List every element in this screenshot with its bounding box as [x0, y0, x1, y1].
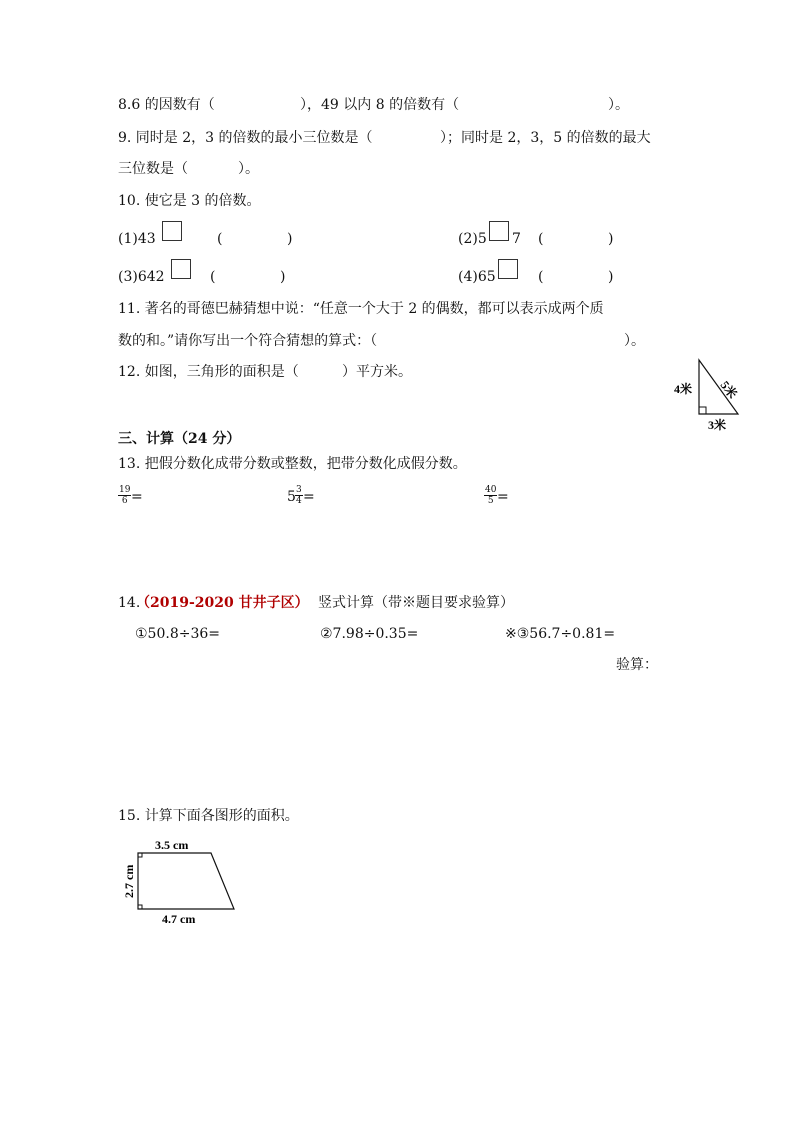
q11-line2-a: 数的和。”请你写出一个符合猜想的算式：（: [118, 333, 378, 349]
q13-item-2-numerator: 3: [296, 485, 302, 495]
q10-title: 10. 使它是 3 的倍数。: [118, 193, 261, 209]
trapezoid-left-label: 2.7 cm: [122, 864, 136, 898]
q9-line1-a: 9. 同时是 2，3 的倍数的最小三位数是（: [118, 130, 373, 146]
q10-item-3-blank-box[interactable]: [171, 259, 191, 279]
q13-item-2-whole: 5: [287, 489, 296, 505]
q10-item-2-paren-open: (: [538, 231, 544, 247]
q8-text-a: 8.6 的因数有（: [118, 97, 215, 113]
q10-item-3-paren-open: (: [210, 269, 216, 285]
trapezoid-bottom-label: 4.7 cm: [162, 912, 196, 926]
q10-item-1-blank-box[interactable]: [162, 221, 182, 241]
q9-line2-b: ）。: [238, 161, 259, 177]
q10-item-4-label: (4)65: [458, 269, 496, 285]
q10-item-1-paren-close: ): [287, 231, 293, 247]
trapezoid-figure: [118, 836, 248, 928]
q11-line2-b: ）。: [624, 333, 645, 349]
q14-item-2: ②7.98÷0.35=: [320, 626, 419, 642]
triangle-bottom-label: 3米: [708, 418, 727, 432]
q14-item-3: ※③56.7÷0.81=: [505, 626, 616, 642]
q10-item-2-paren-close: ): [608, 231, 614, 247]
q10-item-2-label: (2)5: [458, 231, 487, 247]
q10-item-4-blank-box[interactable]: [498, 259, 518, 279]
q10-item-1-paren-open: (: [217, 231, 223, 247]
q13-item-1-fraction: [118, 486, 131, 506]
q10-item-2-blank-box[interactable]: [489, 221, 509, 241]
q13-title: 13. 把假分数化成带分数或整数，把带分数化成假分数。: [118, 456, 467, 472]
q10-item-3-label: (3)642: [118, 269, 165, 285]
trapezoid-top-label: 3.5 cm: [155, 838, 189, 852]
q9-line1-b: ）；同时是 2，3，5 的倍数的最大: [440, 130, 651, 146]
q8-text-b: ），49 以内 8 的倍数有（: [300, 97, 460, 113]
triangle-left-label: 4米: [674, 382, 693, 396]
q13-item-1-equals: =: [131, 489, 143, 505]
q13-item-3-numerator: 40: [485, 485, 497, 495]
q14-check-label: 验算：: [616, 657, 658, 673]
q13-item-2-equals: =: [303, 489, 315, 505]
q12-text-b: ）平方米。: [342, 364, 412, 380]
q10-item-4-paren-open: (: [538, 269, 544, 285]
q14-source-tag: （2019-2020 甘井子区）: [136, 595, 309, 611]
q10-item-2-suffix: 7: [512, 231, 521, 247]
q11-line1: 11. 著名的哥德巴赫猜想中说：“任意一个大于 2 的偶数，都可以表示成两个质: [118, 301, 604, 317]
q10-item-3-paren-close: ): [280, 269, 286, 285]
q14-item-1: ①50.8÷36=: [135, 626, 220, 642]
q14-title: 竖式计算（带※题目要求验算）: [318, 595, 514, 611]
q13-item-3-equals: =: [497, 489, 509, 505]
q14-number: 14.: [118, 595, 141, 611]
q13-item-3-fraction: [484, 486, 497, 506]
right-triangle-figure: [672, 355, 752, 433]
q9-line2-a: 三位数是（: [118, 161, 188, 177]
q10-item-4-paren-close: ): [608, 269, 614, 285]
q13-item-3-denominator: 5: [487, 496, 494, 506]
q12-text-a: 12. 如图，三角形的面积是（: [118, 364, 299, 380]
section-3-title: 三、计算（24 分）: [118, 431, 241, 447]
q13-item-2-denominator: 4: [296, 496, 302, 506]
q15-title: 15. 计算下面各图形的面积。: [118, 808, 299, 824]
q10-item-1-label: (1)43: [118, 231, 156, 247]
triangle-hyp-label: 5米: [717, 378, 740, 402]
q13-item-2-fraction: [295, 486, 303, 506]
q13-item-1-denominator: 6: [121, 496, 128, 506]
q13-item-1-numerator: 19: [119, 485, 131, 495]
q8-text-c: ）。: [608, 97, 629, 113]
